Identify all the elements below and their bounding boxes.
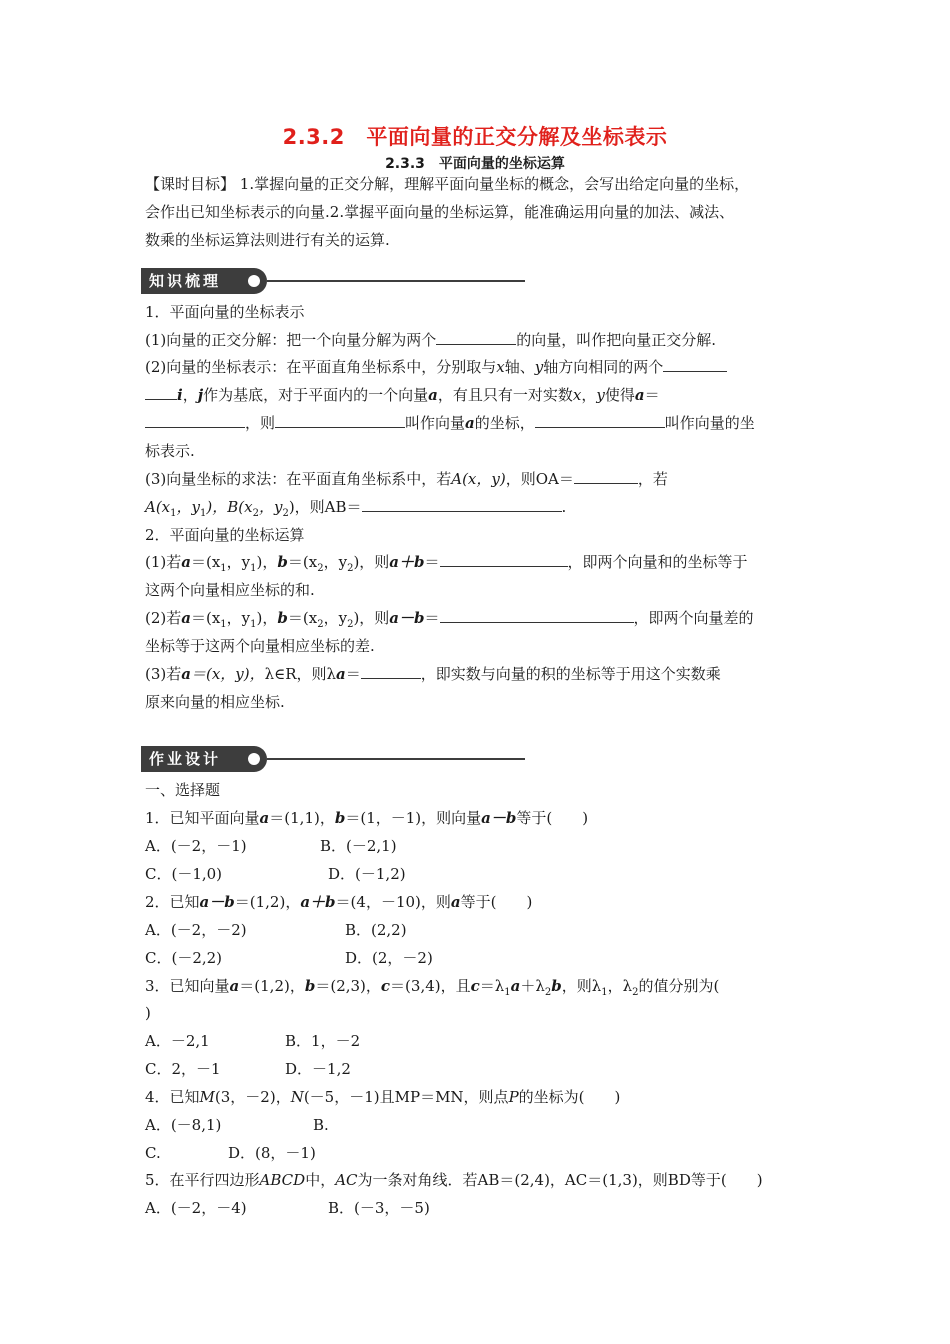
banner-rule bbox=[267, 280, 525, 282]
exercise-4-options-cd: C. D．(8，－1) bbox=[145, 1144, 316, 1162]
heading-coordinate-operations: 2．平面向量的坐标运算 bbox=[145, 526, 305, 544]
objective-line-2: 会作出已知坐标表示的向量.2.掌握平面向量的坐标运算，能准确运用向量的加法、减法、 bbox=[145, 203, 735, 221]
answer-blank bbox=[535, 415, 665, 428]
answer-blank bbox=[361, 666, 421, 679]
banner-dot-icon bbox=[248, 753, 260, 765]
exercise-1-stem: 1．已知平面向量a＝(1,1)，b＝(1，－1)，则向量a－b等于( ) bbox=[145, 809, 589, 827]
answer-blank bbox=[145, 415, 245, 428]
banner-label: 作业设计 bbox=[141, 746, 251, 772]
answer-blank bbox=[145, 387, 177, 400]
exercise-3-options-ab: A．－2,1 B．1，－2 bbox=[145, 1032, 361, 1050]
objective-label: 【课时目标】 bbox=[145, 175, 236, 193]
objective-line-1: 【课时目标】 1.掌握向量的正交分解，理解平面向量坐标的概念，会写出给定向量的坐标， bbox=[145, 175, 750, 193]
exercise-5-stem: 5．在平行四边形ABCD中，AC为一条对角线．若AB＝(2,4)，AC＝(1,3)，则BD等于( ) bbox=[145, 1171, 763, 1189]
part-heading-choice: 一、选择题 bbox=[145, 781, 221, 799]
para-coordinate-method-2: $A(x_1$，$y_1$)，$B(x_2$，$y_2$)，则AB＝ . bbox=[145, 498, 567, 519]
objective-line-3: 数乘的坐标运算法则进行有关的运算. bbox=[145, 231, 390, 249]
exercise-3-stem-end: ) bbox=[145, 1004, 151, 1022]
para-coordinate-method: (3)向量坐标的求法：在平面直角坐标系中，若A(x，y)，则OA＝ ，若 bbox=[145, 470, 668, 488]
exercise-3-options-cd: C．2，－1 D．－1,2 bbox=[145, 1060, 351, 1078]
answer-blank bbox=[362, 499, 562, 512]
banner-dot-icon bbox=[248, 275, 260, 287]
para-addition-rule-2: 这两个向量相应坐标的和. bbox=[145, 581, 315, 599]
exercise-3-stem: 3．已知向量a＝(1,2)，b＝(2,3)，c＝(3,4)，且$c=\lambda_1a+\lambda_2b$，则$\lambda_1$，$\lambda_2$的值分别为( bbox=[145, 977, 720, 998]
exercise-2-options-ab: A．(－2，－2) B．(2,2) bbox=[145, 921, 407, 939]
para-subtraction-rule: (2)若$a=(x_1$，$y_1$)，$b=(x_2$，$y_2$)，则a－b＝ ，即两个向量差的 bbox=[145, 609, 754, 630]
para-basis-vectors: i，j作为基底，对于平面内的一个向量a，有且只有一对实数x，y使得a＝ bbox=[145, 385, 810, 405]
para-addition-rule: (1)若$a=(x_1$，$y_1$)，$b=(x_2$，$y_2$)，则a＋b＝ ，即两个向量和的坐标等于 bbox=[145, 553, 748, 574]
banner-rule bbox=[267, 758, 525, 760]
para-subtraction-rule-2: 坐标等于这两个向量相应坐标的差. bbox=[145, 637, 375, 655]
exercise-1-options-cd: C．(－1,0) D．(－1,2) bbox=[145, 865, 406, 883]
answer-blank bbox=[574, 471, 638, 484]
para-coordinate-definition: ，则 叫作向量a的坐标， 叫作向量的坐 bbox=[145, 413, 810, 433]
para-scalar-rule-2: 原来向量的相应坐标. bbox=[145, 693, 285, 711]
para-scalar-rule: (3)若a＝(x，y)，λ∈R，则λa＝ ，即实数与向量的积的坐标等于用这个实数乘 bbox=[145, 665, 721, 683]
exercise-5-options-ab: A．(－2，－4) B．(－3，－5) bbox=[145, 1199, 430, 1217]
answer-blank bbox=[440, 554, 568, 567]
answer-blank bbox=[440, 610, 634, 623]
exercise-4-stem: 4．已知M(3，－2)，N(－5，－1)且MP＝MN，则点P的坐标为( ) bbox=[145, 1088, 621, 1106]
answer-blank bbox=[275, 415, 405, 428]
exercise-2-stem: 2．已知a－b＝(1,2)，a＋b＝(4，－10)，则a等于( ) bbox=[145, 893, 533, 911]
para-coordinate-definition-end: 标表示. bbox=[145, 442, 195, 460]
exercise-4-options-ab: A．(－8,1) B. bbox=[145, 1116, 329, 1134]
exercise-2-options-cd: C．(－2,2) D．(2，－2) bbox=[145, 949, 433, 967]
para-orthogonal-decomposition: (1)向量的正交分解：把一个向量分解为两个 的向量，叫作把向量正交分解. bbox=[145, 331, 717, 349]
answer-blank bbox=[663, 359, 727, 372]
banner-label: 知识梳理 bbox=[141, 268, 251, 294]
page-subtitle: 2.3.3 平面向量的坐标运算 bbox=[385, 156, 565, 172]
heading-coordinate-representation: 1．平面向量的坐标表示 bbox=[145, 303, 305, 321]
page-title: 2.3.2 平面向量的正交分解及坐标表示 bbox=[282, 125, 668, 149]
para-coordinate-representation: (2)向量的坐标表示：在平面直角坐标系中，分别取与x轴、y轴方向相同的两个 bbox=[145, 357, 810, 377]
exercise-1-options-ab: A．(－2，－1) B．(－2,1) bbox=[145, 837, 397, 855]
answer-blank bbox=[436, 332, 516, 345]
